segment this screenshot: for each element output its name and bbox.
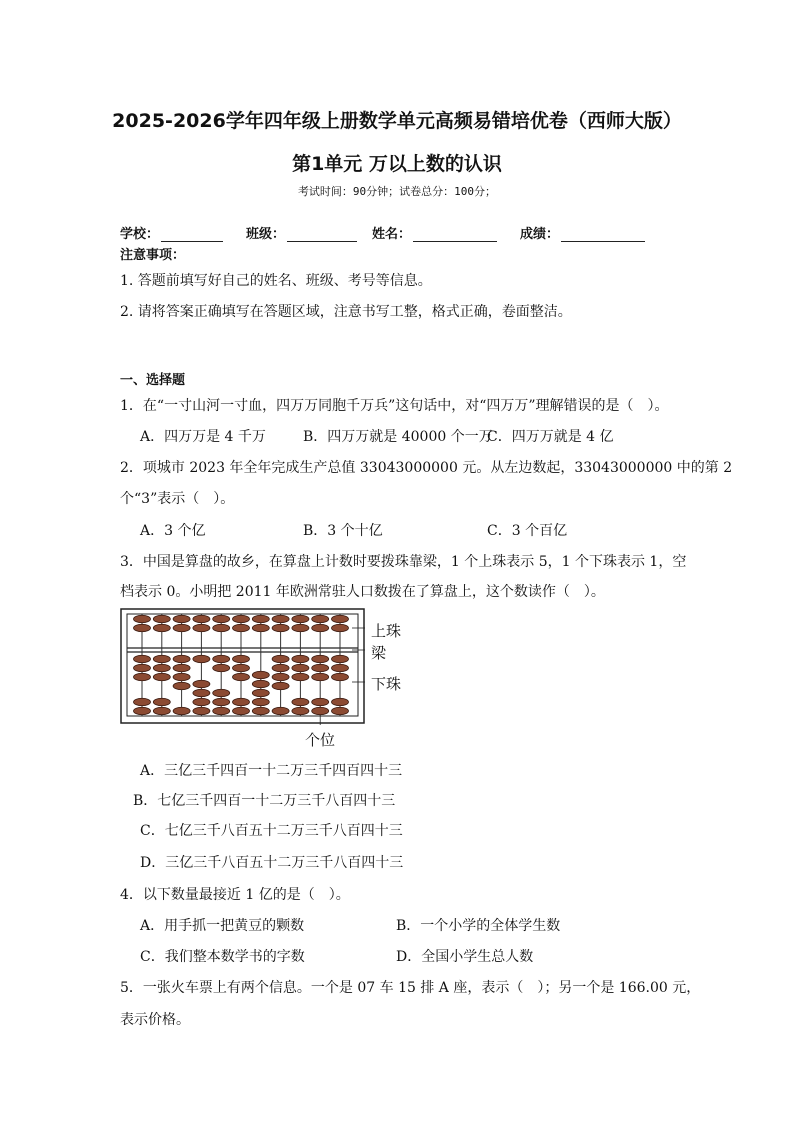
abacus-lower-bead (173, 682, 190, 690)
abacus-lower-bead (332, 698, 349, 706)
abacus-lower-bead (332, 664, 349, 672)
abacus-lower-bead (134, 673, 151, 681)
class-blank[interactable] (287, 227, 357, 242)
abacus-lower-bead (332, 655, 349, 663)
abacus-lower-bead (292, 707, 309, 715)
abacus-upper-bead (292, 615, 309, 623)
q4-option-b[interactable]: B．一个小学的全体学生数 (396, 918, 561, 934)
q4-option-d[interactable]: D．全国小学生总人数 (396, 949, 534, 965)
abacus-lower-bead (213, 689, 230, 697)
abacus-lower-bead (292, 698, 309, 706)
abacus-lower-bead (292, 655, 309, 663)
abacus-lower-bead (193, 698, 210, 706)
q2-stem-line1: 2．项城市 2023 年全年完成生产总值 33043000000 元。从左边数起，33043000000 中的第 2 (120, 460, 733, 476)
abacus-lower-bead (153, 707, 170, 715)
abacus-upper-bead (134, 615, 151, 623)
school-label: 学校： (120, 227, 160, 242)
abacus-lower-bead (292, 664, 309, 672)
abacus-lower-bead (252, 689, 269, 697)
q4-stem: 4．以下数量最接近 1 亿的是（ ）。 (120, 887, 350, 903)
q3-stem-line2: 档表示 0。小明把 2011 年欧洲常驻人口数拨在了算盘上，这个数读作（ ）。 (120, 584, 605, 600)
abacus-upper-bead (252, 615, 269, 623)
abacus-lower-bead (193, 655, 210, 663)
abacus-lower-bead (272, 664, 289, 672)
abacus-lower-bead (213, 698, 230, 706)
ones-place-label: 个位 (305, 731, 336, 749)
abacus-lower-bead (193, 707, 210, 715)
abacus-lower-bead (153, 698, 170, 706)
abacus-lower-bead (153, 655, 170, 663)
abacus-lower-bead (292, 673, 309, 681)
name-label: 姓名： (372, 227, 412, 242)
abacus-upper-bead (312, 615, 329, 623)
exam-info: 考试时间：90分钟；试卷总分：100分； (297, 185, 497, 198)
abacus-lower-bead (134, 698, 151, 706)
abacus-upper-bead (213, 615, 230, 623)
abacus-upper-bead (312, 624, 329, 632)
q3-option-c[interactable]: C．七亿三千八百五十二万三千八百四十三 (140, 823, 403, 839)
q4-option-c[interactable]: C．我们整本数学书的字数 (140, 949, 305, 965)
q1-stem: 1．在“一寸山河一寸血，四万万同胞千万兵”这句话中，对“四万万”理解错误的是（ ）。 (120, 398, 669, 414)
note-item-2: 2. 请将答案正确填写在答题区域，注意书写工整，格式正确，卷面整洁。 (120, 304, 572, 320)
abacus-lower-bead (134, 664, 151, 672)
upper-beads-label: 上珠 (371, 622, 402, 640)
abacus-lower-bead (193, 680, 210, 688)
abacus-lower-bead (272, 707, 289, 715)
abacus-upper-bead (153, 624, 170, 632)
q1-option-c[interactable]: C．四万万就是 4 亿 (487, 429, 614, 445)
abacus-lower-bead (213, 664, 230, 672)
abacus-upper-bead (233, 615, 250, 623)
abacus-upper-bead (173, 615, 190, 623)
lower-beads-label: 下珠 (371, 675, 402, 693)
score-label: 成绩： (520, 227, 560, 242)
name-blank[interactable] (413, 227, 497, 242)
abacus-lower-bead (153, 673, 170, 681)
abacus-lower-bead (173, 664, 190, 672)
abacus-lower-bead (173, 673, 190, 681)
abacus-upper-bead (193, 615, 210, 623)
abacus-lower-bead (213, 655, 230, 663)
q5-stem-line1: 5．一张火车票上有两个信息。一个是 07 车 15 排 A 座，表示（ ）；另一个是 166.00 元， (120, 980, 701, 996)
score-blank[interactable] (561, 227, 645, 242)
school-field (120, 223, 223, 242)
q3-option-b[interactable]: B．七亿三千四百一十二万三千八百四十三 (133, 793, 396, 809)
abacus-lower-bead (233, 698, 250, 706)
score-field (520, 223, 645, 242)
abacus-lower-bead (312, 698, 329, 706)
q3-option-d[interactable]: D．三亿三千八百五十二万三千八百四十三 (140, 855, 404, 871)
abacus-lower-bead (233, 664, 250, 672)
q3-stem-line1: 3．中国是算盘的故乡，在算盘上计数时要拨珠靠梁，1 个上珠表示 5，1 个下珠表示 1，空 (120, 554, 687, 570)
abacus-lower-bead (272, 682, 289, 690)
exam-title: 2025-2026学年四年级上册数学单元高频易错培优卷（西师大版） (112, 110, 682, 132)
abacus-lower-bead (252, 698, 269, 706)
abacus-lower-bead (332, 673, 349, 681)
abacus-lower-bead (134, 655, 151, 663)
abacus-upper-bead (233, 624, 250, 632)
q2-option-a[interactable]: A．3 个亿 (140, 523, 206, 539)
abacus-upper-bead (193, 624, 210, 632)
abacus-lower-bead (332, 707, 349, 715)
abacus-upper-bead (153, 615, 170, 623)
abacus-upper-bead (134, 624, 151, 632)
abacus-lower-bead (252, 671, 269, 679)
abacus-lower-bead (134, 707, 151, 715)
abacus-lower-bead (233, 655, 250, 663)
abacus-lower-bead (173, 707, 190, 715)
abacus-lower-bead (272, 655, 289, 663)
abacus-lower-bead (272, 673, 289, 681)
abacus-lower-bead (252, 680, 269, 688)
class-label: 班级： (246, 227, 286, 242)
abacus-upper-bead (272, 615, 289, 623)
q2-stem-line2: 个“3”表示（ ）。 (120, 491, 235, 507)
abacus-lower-bead (173, 655, 190, 663)
q4-option-a[interactable]: A．用手抓一把黄豆的颗数 (140, 918, 305, 934)
abacus-lower-bead (252, 707, 269, 715)
q1-option-a[interactable]: A．四万万是 4 千万 (140, 429, 266, 445)
abacus-figure (120, 608, 365, 726)
abacus-upper-bead (332, 624, 349, 632)
abacus-lower-bead (312, 664, 329, 672)
abacus-lower-bead (233, 707, 250, 715)
abacus-lower-bead (213, 707, 230, 715)
q2-option-b[interactable]: B．3 个十亿 (303, 523, 383, 539)
school-blank[interactable] (161, 227, 223, 242)
q3-option-a[interactable]: A．三亿三千四百一十二万三千四百四十三 (140, 763, 403, 779)
q2-option-c[interactable]: C．3 个百亿 (487, 523, 568, 539)
unit-title: 第1单元 万以上数的认识 (292, 153, 502, 175)
abacus-lower-bead (233, 673, 250, 681)
q1-option-b[interactable]: B．四万万就是 40000 个一万 (303, 429, 493, 445)
class-field (246, 223, 357, 242)
abacus-upper-bead (173, 624, 190, 632)
abacus-lower-bead (193, 689, 210, 697)
abacus-lower-bead (312, 673, 329, 681)
abacus-lower-bead (312, 655, 329, 663)
abacus-upper-bead (272, 624, 289, 632)
section-heading: 一、选择题 (120, 373, 186, 388)
notes-heading: 注意事项： (120, 248, 186, 263)
abacus-lower-bead (312, 707, 329, 715)
beam-label: 梁 (371, 644, 387, 662)
abacus-upper-bead (292, 624, 309, 632)
q5-stem-line2: 表示价格。 (120, 1012, 190, 1028)
abacus-upper-bead (252, 624, 269, 632)
abacus-upper-bead (332, 615, 349, 623)
abacus-lower-bead (153, 664, 170, 672)
abacus-upper-bead (213, 624, 230, 632)
note-item-1: 1. 答题前填写好自己的姓名、班级、考号等信息。 (120, 273, 432, 289)
name-field (372, 223, 497, 242)
